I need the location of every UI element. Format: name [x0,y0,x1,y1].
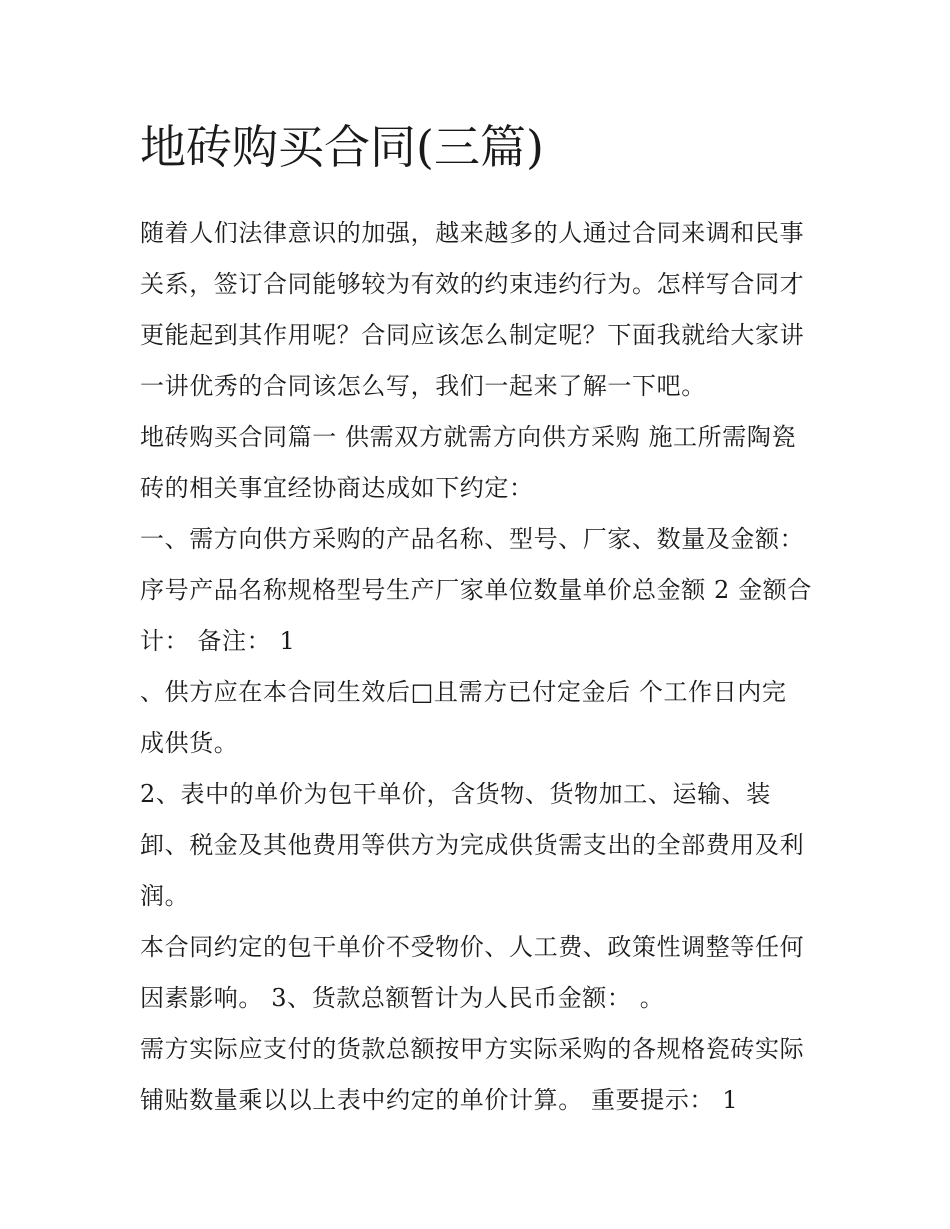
document-title: 地砖购买合同(三篇) [140,120,544,174]
text-line: 随着人们法律意识的加强，越来越多的人通过合同来调和民事 [140,219,805,247]
text-line: 砖的相关事宜经协商达成如下约定： [140,474,534,502]
text-line: 2、表中的单价为包干单价，含货物、货物加工、运输、装 [140,780,771,808]
text-line: 需方实际应支付的货款总额按甲方实际采购的各规格瓷砖实际 [140,1035,805,1063]
text-line: 、供方应在本合同生效后□且需方已付定金后 个工作日内完 [140,678,787,706]
text-line: 因素影响。 3、货款总额暂计为人民币金额： 。 [140,984,665,1012]
text-line: 序号产品名称规格型号生产厂家单位数量单价总金额 2 金额合 [140,576,812,604]
text-line: 一、需方向供方采购的产品名称、型号、厂家、数量及金额： [140,525,805,553]
text-line: 地砖购买合同篇一 供需双方就需方向供方采购 施工所需陶瓷 [140,423,797,451]
text-line: 计： 备注： 1 [140,627,296,655]
text-line: 一讲优秀的合同该怎么写，我们一起来了解一下吧。 [140,372,706,400]
text-line: 卸、税金及其他费用等供方为完成供货需支出的全部费用及利 [140,831,805,859]
document-body [140,112,820,1126]
text-line: 润。 [140,882,190,910]
text-line: 本合同约定的包干单价不受物价、人工费、政策性调整等任何 [140,933,805,961]
text-line: 关系，签订合同能够较为有效的约束违约行为。怎样写合同才 [140,270,805,298]
text-line: 成供货。 [140,729,239,757]
text-line: 更能起到其作用呢？合同应该怎么制定呢？下面我就给大家讲 [140,321,805,349]
text-line: 铺贴数量乘以以上表中约定的单价计算。 重要提示： 1 [140,1086,739,1114]
